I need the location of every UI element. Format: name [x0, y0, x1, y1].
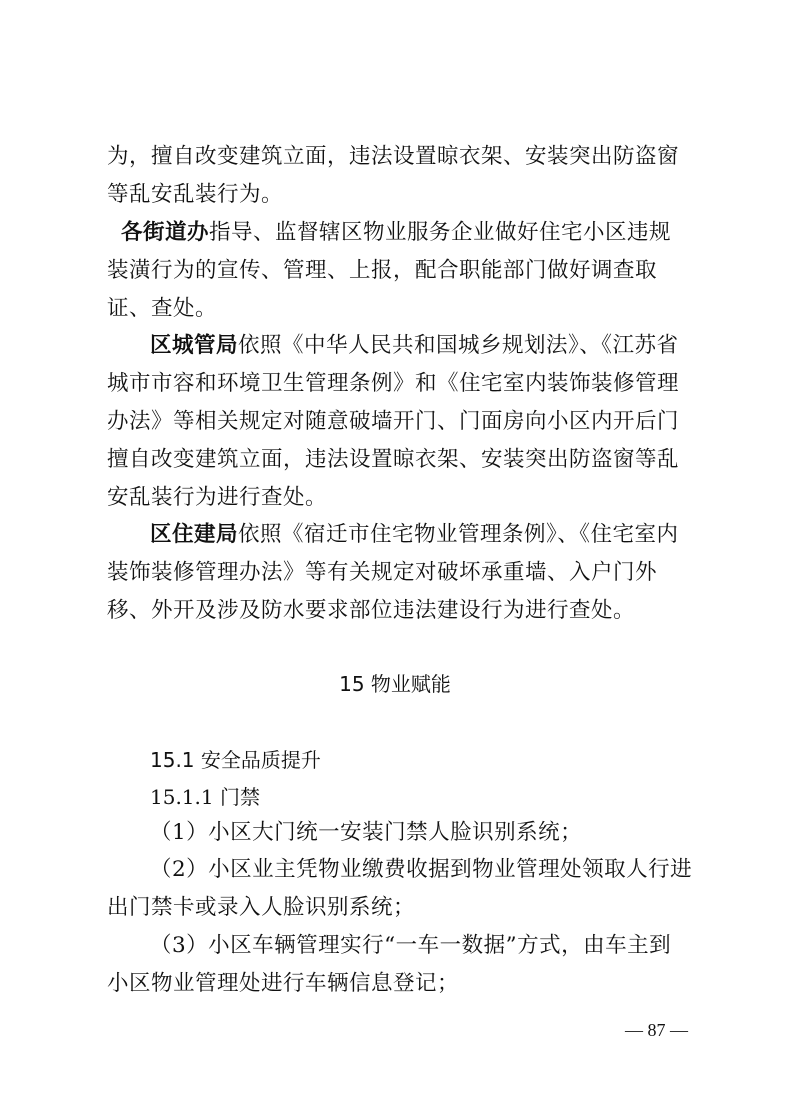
paragraph-lead: 区住建局	[150, 522, 239, 547]
list-item-text: （2）小区业主凭物业缴费收据到物业管理处领取人行进出门禁卡或录入人脸识别系统；	[107, 857, 693, 920]
section-title: 15 物业赋能	[339, 672, 451, 696]
paragraph-urban-management	[107, 327, 693, 517]
paragraph-street-office	[107, 214, 693, 328]
list-item	[107, 851, 693, 927]
paragraph-lead: 区城管局	[150, 333, 239, 358]
paragraph-housing-bureau	[107, 516, 693, 630]
paragraph-text: 依照《宿迁市住宅物业管理条例》、《住宅室内装饰装修管理办法》等有关规定对破坏承重墙、入户门外移、外开及涉及防水要求部位违法建设行为进行查处。	[107, 522, 679, 623]
list-item-text: （1）小区大门统一安装门禁人脸识别系统；	[150, 820, 583, 845]
page-number: — 87 —	[625, 1020, 688, 1040]
paragraph-text: 为，擅自改变建筑立面，违法设置晾衣架、安装突出防盗窗等乱安乱装行为。	[107, 144, 680, 207]
list-item-text: （3）小区车辆管理实行“一车一数据”方式，由车主到小区物业管理处进行车辆信息登记；	[107, 933, 672, 996]
list-item	[107, 814, 693, 852]
subsubsection-title: 15.1.1 门禁	[150, 785, 260, 809]
paragraph-continuation	[107, 138, 693, 214]
list-item	[107, 927, 693, 1003]
paragraph-text: 依照《中华人民共和国城乡规划法》、《江苏省城市市容和环境卫生管理条例》和《住宅室内装饰装修管理办法》等相关规定对随意破墙开门、门面房向小区内开后门擅自改变建筑立面，违法设置晾衣架、安装突出防盗窗等乱安乱装行为进行查处。	[107, 333, 680, 510]
subsection-title: 15.1 安全品质提升	[150, 748, 321, 772]
paragraph-lead: 各街道办	[121, 220, 210, 245]
paragraph-text: 指导、监督辖区物业服务企业做好住宅小区违规装潢行为的宣传、管理、上报，配合职能部门做好调查取证、查处。	[107, 220, 672, 321]
